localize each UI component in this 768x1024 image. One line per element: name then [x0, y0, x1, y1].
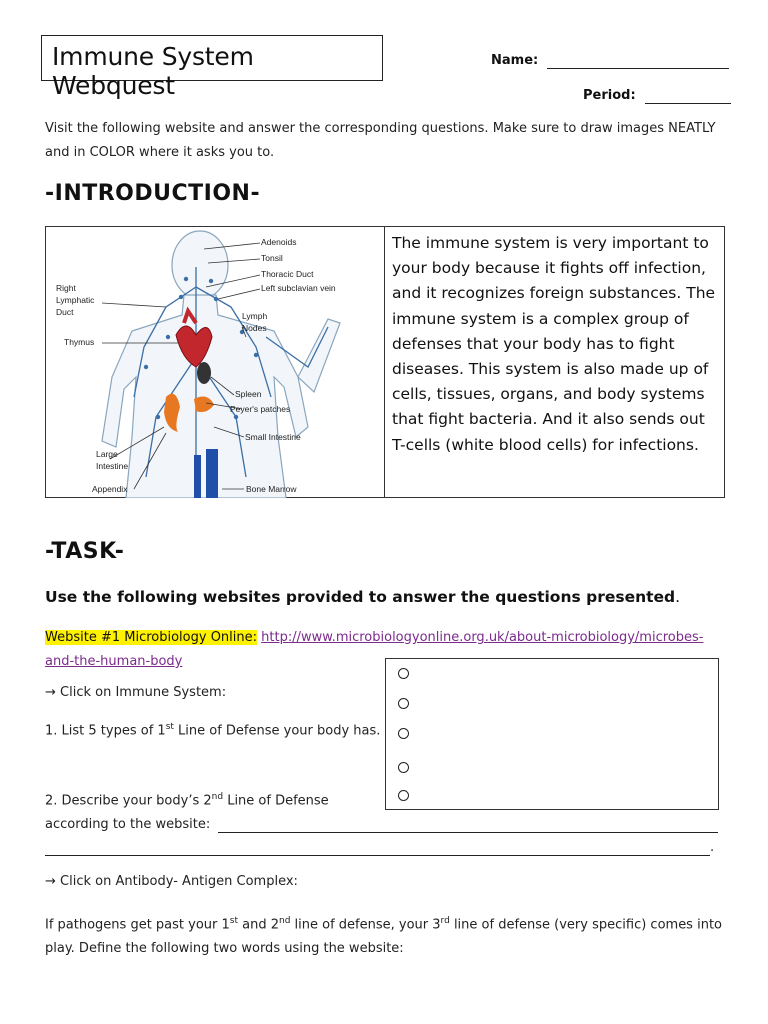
website-1-label: Website #1 Microbiology Online: — [45, 630, 258, 645]
q1-text-pre: 1. List 5 types of 1 — [45, 723, 166, 739]
q3-part-d: line of defense (very specific) comes into — [449, 917, 722, 933]
task-instruction — [45, 587, 680, 606]
q1-text-post: Line of Defense your body has. — [173, 723, 381, 739]
q3-line-2: play. Define the following two words using the website: — [45, 941, 404, 957]
label-right-lymphatic-3: Duct — [56, 307, 74, 317]
q2-answer-blank-2[interactable] — [45, 840, 710, 856]
q3-sup-3: rd — [440, 916, 450, 926]
instructions — [45, 117, 735, 165]
answer-bullet-4[interactable] — [398, 762, 409, 773]
name-blank[interactable] — [547, 49, 729, 69]
label-right-lymphatic-1: Right — [56, 283, 76, 293]
q2-text-pre: 2. Describe your body’s 2 — [45, 793, 212, 809]
label-large-intestine-2: Intestine — [96, 461, 129, 471]
label-lymph-nodes-2: Nodes — [242, 323, 267, 333]
question-3 — [45, 909, 735, 961]
period-label: Period: — [583, 88, 636, 103]
label-spleen: Spleen — [235, 389, 262, 399]
label-right-lymphatic-2: Lymphatic — [56, 295, 95, 305]
task-heading: -TASK- — [45, 539, 125, 564]
q2-line2-text: according to the website: — [45, 817, 211, 832]
q2-text-post: Line of Defense — [223, 793, 329, 809]
question-2 — [45, 792, 329, 808]
q3-part-a: If pathogens get past your 1 — [45, 917, 230, 933]
label-thymus: Thymus — [64, 337, 95, 347]
answer-bullet-2[interactable] — [398, 698, 409, 709]
question-1 — [45, 722, 380, 738]
label-peyers-patches: Peyer's patches — [230, 404, 291, 414]
introduction-heading: -INTRODUCTION- — [45, 181, 261, 206]
q3-part-b: and 2 — [238, 917, 279, 933]
label-large-intestine-1: Large — [96, 449, 118, 459]
q2-line-end: . — [710, 840, 715, 855]
introduction-paragraph: The immune system is very important to your body because it fights off infection, and it recognizes foreign substances. The immune system is a complex group of defenses that your body has to fight diseases. This system is also made up of cells, tissues, organs, and body systems that fight bacteria. And it also sends out T-cells (white blood cells) for infections. — [392, 234, 716, 454]
table-divider — [384, 227, 385, 497]
label-left-subclavian: Left subclavian vein — [261, 283, 336, 293]
question-2-line-2 — [45, 817, 718, 833]
label-lymph-nodes-1: Lymph — [242, 311, 268, 321]
q2-answer-blank-1[interactable] — [218, 817, 718, 833]
task-instruction-text: Use the following websites provided to answer the questions presented — [45, 588, 676, 606]
name-row — [491, 49, 729, 69]
q3-part-c: line of defense, your 3 — [290, 917, 441, 933]
q3-sup-2: nd — [279, 916, 291, 926]
title-box — [41, 35, 383, 100]
period-blank[interactable] — [645, 84, 731, 104]
answer-bullet-1[interactable] — [398, 668, 409, 679]
label-small-intestine: Small Intestine — [245, 432, 301, 442]
page-title: Immune System Webquest — [52, 42, 254, 100]
period-row — [583, 84, 731, 104]
introduction-table — [45, 226, 725, 498]
q2-sup: nd — [211, 792, 224, 802]
task-instruction-period: . — [675, 588, 681, 606]
diagram-labels — [46, 227, 384, 498]
website-1-link[interactable]: http://www.microbiologyonline.org.uk/about-microbiology/microbes- — [261, 630, 704, 645]
q3-sup-1: st — [229, 916, 238, 926]
answer-bullet-5[interactable] — [398, 790, 409, 801]
label-bone-marrow: Bone Marrow — [246, 484, 297, 494]
answer-bullet-3[interactable] — [398, 728, 409, 739]
q1-sup: st — [165, 722, 174, 732]
website-1-link-cont[interactable]: and-the-human-body — [45, 654, 183, 669]
click-immune-system: → Click on Immune System: — [45, 685, 227, 700]
instructions-line-2: and in COLOR where it asks you to. — [45, 145, 275, 160]
label-tonsil: Tonsil — [261, 253, 283, 263]
click-antibody-antigen: → Click on Antibody- Antigen Complex: — [45, 874, 298, 889]
instructions-line-1: Visit the following website and answer the corresponding questions. Make sure to draw images NEATLY — [45, 121, 716, 136]
first-line-answers-box — [385, 658, 719, 810]
label-thoracic-duct: Thoracic Duct — [261, 269, 314, 279]
question-2-line-3 — [45, 840, 714, 856]
name-label: Name: — [491, 53, 539, 68]
label-adenoids: Adenoids — [261, 237, 297, 247]
label-appendix: Appendix — [92, 484, 128, 494]
